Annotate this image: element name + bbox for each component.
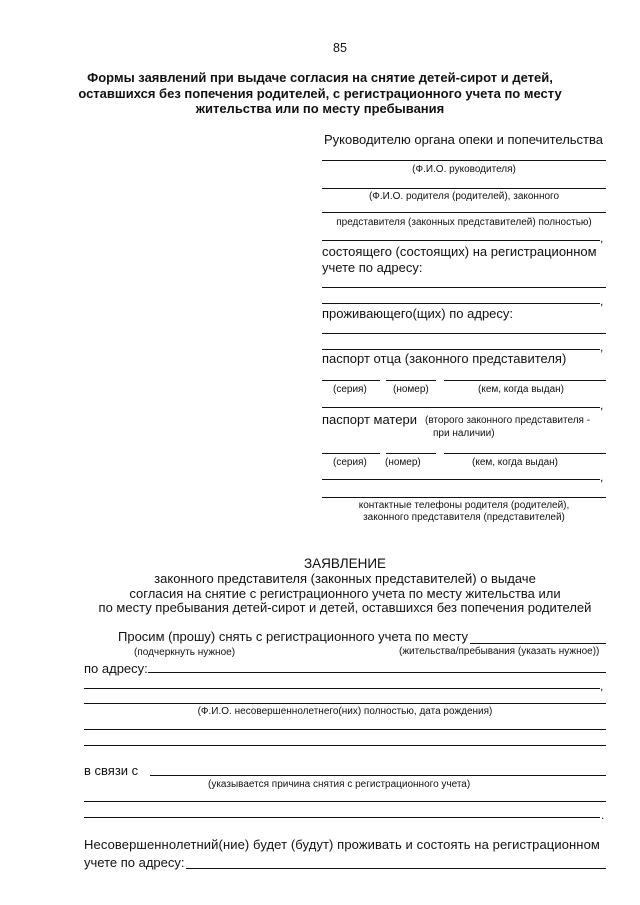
reason-label: в связи с xyxy=(84,763,139,778)
mother-note-1: (второго законного представителя - xyxy=(425,415,591,426)
mother-issued-line[interactable] xyxy=(444,453,606,454)
comma: , xyxy=(600,294,604,308)
reason-line-3[interactable] xyxy=(84,817,600,818)
father-series-line[interactable] xyxy=(322,380,380,381)
minor-fio-line-2[interactable] xyxy=(84,729,606,730)
mother-passport-label: паспорт матери xyxy=(322,412,417,427)
parent-fio-line[interactable] xyxy=(322,188,606,189)
mother-number-line[interactable] xyxy=(386,453,436,454)
registered-address-line-2[interactable] xyxy=(322,303,600,304)
father-passport-label: паспорт отца (законного представителя) xyxy=(322,351,567,366)
form-title-line-2: оставшихся без попечения родителей, с регистрационного учета по месту xyxy=(78,86,562,101)
father-issued-line[interactable] xyxy=(444,380,606,381)
residing-address-line-2[interactable] xyxy=(322,349,600,350)
father-number-line[interactable] xyxy=(386,380,436,381)
mother-series-caption: (серия) xyxy=(333,457,367,468)
address-line-1[interactable] xyxy=(148,672,606,673)
head-fio-line[interactable] xyxy=(322,160,606,161)
form-title-line-3: жительства или по месту пребывания xyxy=(195,101,445,116)
underline-note: (подчеркнуть нужное) xyxy=(134,647,236,658)
parent-fio-line-2[interactable] xyxy=(322,212,606,213)
reason-line-1[interactable] xyxy=(150,775,606,776)
addressee-to: Руководителю органа опеки и попечительства xyxy=(324,132,603,147)
minor-fio-line-3[interactable] xyxy=(84,745,606,746)
mother-issued-caption: (кем, когда выдан) xyxy=(472,457,558,468)
father-series-caption: (серия) xyxy=(333,384,367,395)
father-number-caption: (номер) xyxy=(393,384,429,395)
comma: , xyxy=(600,231,604,245)
minor-fio-caption: (Ф.И.О. несовершеннолетнего(них) полностью, дата рождения) xyxy=(197,706,493,717)
residing-label: проживающего(щих) по адресу: xyxy=(322,306,514,321)
parent-caption-1: (Ф.И.О. родителя (родителей), законного xyxy=(368,191,560,202)
phones-caption-1: контактные телефоны родителя (родителей), xyxy=(358,500,570,511)
comma: , xyxy=(600,398,604,412)
future-residence-text: Несовершеннолетний(ние) будет (будут) проживать и состоять на регистрационном xyxy=(84,837,600,852)
reason-line-2[interactable] xyxy=(84,801,606,802)
father-issued-caption: (кем, когда выдан) xyxy=(478,384,564,395)
statement-heading: ЗАЯВЛЕНИЕ xyxy=(303,556,387,571)
address-label: по адресу: xyxy=(84,661,148,676)
request-text: Просим (прошу) снять с регистрационного учета по месту xyxy=(118,629,469,644)
father-passport-line-2[interactable] xyxy=(322,407,600,408)
parent-fio-line-3[interactable] xyxy=(322,240,600,241)
page-number: 85 xyxy=(333,41,347,55)
statement-sub-1: законного представителя (законных представителей) о выдаче xyxy=(154,571,536,586)
reason-caption: (указывается причина снятия с регистрационного учета) xyxy=(208,779,471,790)
parent-caption-2: представителя (законных представителей) полностью) xyxy=(336,217,592,228)
form-title-line-1: Формы заявлений при выдаче согласия на снятие детей-сирот и детей, xyxy=(87,70,553,85)
mother-number-caption: (номер) xyxy=(385,457,421,468)
mother-note-2: при наличии) xyxy=(433,428,495,439)
comma: , xyxy=(600,340,604,354)
phones-caption-2: законного представителя (представителей) xyxy=(363,512,565,523)
address-line-2[interactable] xyxy=(84,688,600,689)
residence-note: (жительства/пребывания (указать нужное)) xyxy=(399,646,600,657)
registered-address-line-1[interactable] xyxy=(322,287,606,288)
comma: , xyxy=(600,679,604,693)
phones-line[interactable] xyxy=(322,497,606,498)
registered-label-1: состоящего (состоящих) на регистрационном xyxy=(322,244,597,259)
statement-sub-3: по месту пребывания детей-сирот и детей, оставшихся без попечения родителей xyxy=(98,600,592,615)
minor-fio-line[interactable] xyxy=(84,703,606,704)
statement-sub-2: согласия на снятие с регистрационного учета по месту жительства или xyxy=(129,586,561,601)
future-address-line[interactable] xyxy=(186,868,606,869)
head-fio-caption: (Ф.И.О. руководителя) xyxy=(412,164,516,175)
comma: , xyxy=(600,470,604,484)
registered-label-2: учете по адресу: xyxy=(322,260,423,275)
residence-type-line[interactable] xyxy=(470,643,606,644)
future-address-label: учете по адресу: xyxy=(84,855,185,870)
mother-series-line[interactable] xyxy=(322,453,380,454)
period: . xyxy=(601,808,605,822)
mother-passport-line-2[interactable] xyxy=(322,479,600,480)
residing-address-line-1[interactable] xyxy=(322,333,606,334)
